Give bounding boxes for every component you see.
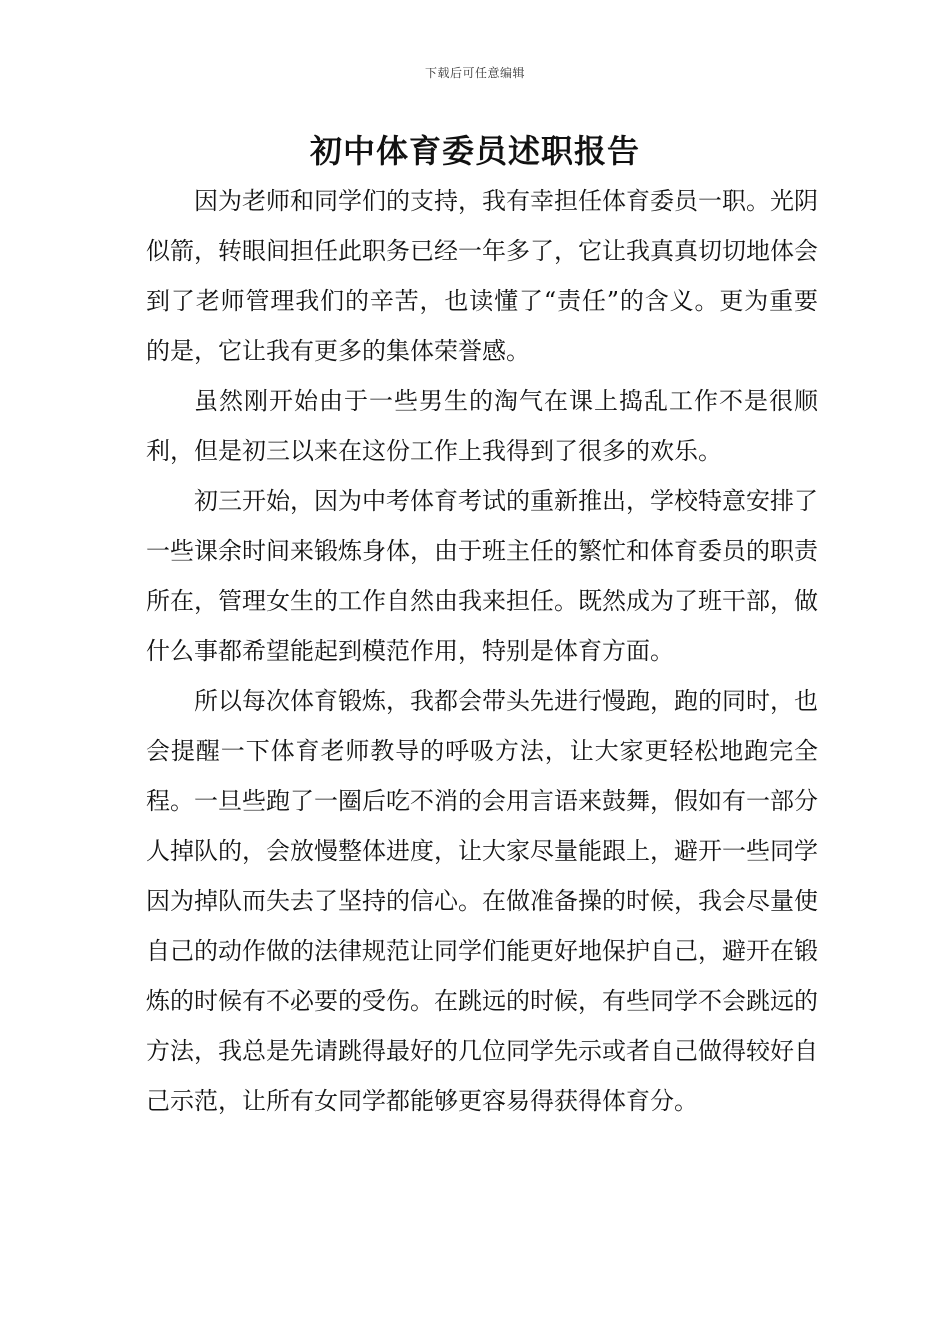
- document-title: 初中体育委员述职报告: [309, 132, 640, 170]
- paragraph-2: 虽然刚开始由于一些男生的淘气在课上捣乱工作不是很顺利，但是初三以来在这份工作上我得到了很多的欢乐。: [146, 387, 818, 465]
- header-note: 下载后可任意编辑: [424, 66, 525, 80]
- paragraph-4: 所以每次体育锻炼，我都会带头先进行慢跑，跑的同时，也会提醒一下体育老师教导的呼吸方法，让大家更轻松地跑完全程。一旦些跑了一圈后吃不消的会用言语来鼓舞，假如有一部分人掉队的，会放慢整体进度，让大家尽量能跟上，避开一些同学因为掉队而失去了坚持的信心。在做准备操的时候，我会尽量使自己的动作做的法律规范让同学们能更好地保护自己，避开在锻炼的时候有不必要的受伤。在跳远的时候，有些同学不会跳远的方法，我总是先请跳得最好的几位同学先示或者自己做得较好自己示范，让所有女同学都能够更容易得获得体育分。: [146, 687, 818, 1115]
- paragraph-3: 初三开始，因为中考体育考试的重新推出，学校特意安排了一些课余时间来锻炼身体，由于班主任的繁忙和体育委员的职责所在，管理女生的工作自然由我来担任。既然成为了班干部，做什么事都希望能起到模范作用，特别是体育方面。: [146, 487, 818, 665]
- paragraph-1: 因为老师和同学们的支持，我有幸担任体育委员一职。光阴似箭，转眼间担任此职务已经一年多了，它让我真真切切地体会到了老师管理我们的辛苦，也读懂了“责任”的含义。更为重要的是，它让我有更多的集体荣誉感。: [146, 187, 818, 365]
- document-body: [146, 176, 818, 1126]
